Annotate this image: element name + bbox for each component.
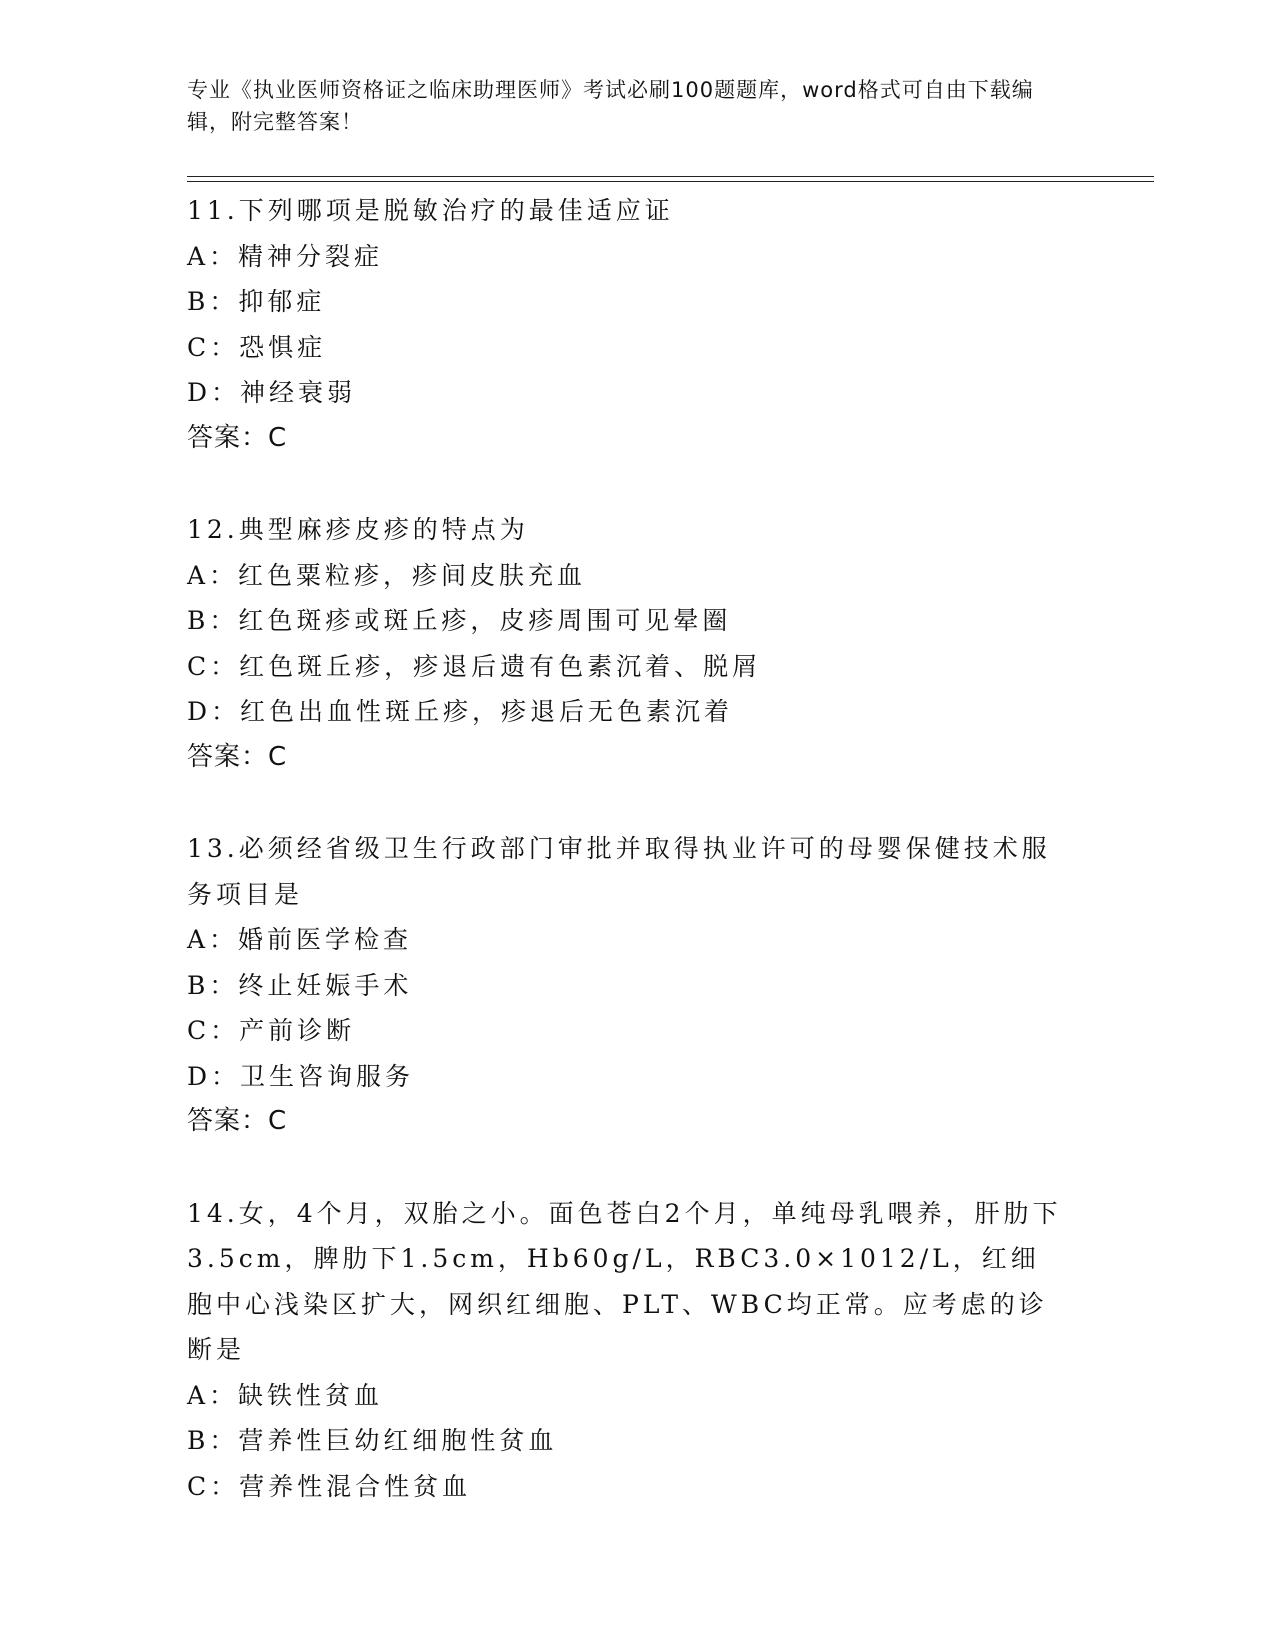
- question-stem: 14.女，4个月，双胎之小。面色苍白2个月，单纯母乳喂养，肝肋下3.5cm，脾肋下1.5cm，Hb60g/L，RBC3.0×1012/L，红细胞中心浅染区扩大，网织红细胞、PLT、WBC均正常。应考虑的诊断是: [187, 1198, 1062, 1364]
- option-c: C：红色斑丘疹，疹退后遗有色素沉着、脱屑: [187, 651, 762, 681]
- question-list: [187, 188, 1087, 1509]
- option-a: A：婚前医学检查: [187, 925, 413, 954]
- answer: 答案：C: [187, 422, 288, 453]
- header-divider: [187, 176, 1154, 182]
- question-stem: 11.下列哪项是脱敏治疗的最佳适应证: [187, 196, 674, 225]
- question-13: [187, 826, 1087, 1145]
- option-a: A：红色粟粒疹，疹间皮肤充血: [187, 560, 587, 590]
- option-b: B：营养性巨幼红细胞性贫血: [187, 1426, 558, 1455]
- option-b: B：红色斑疹或斑丘疹，皮疹周围可见晕圈: [187, 606, 732, 635]
- option-d: D：卫生咨询服务: [187, 1061, 415, 1091]
- option-a: A：缺铁性贫血: [187, 1380, 384, 1410]
- option-a: A：精神分裂症: [187, 241, 384, 271]
- answer: 答案：C: [187, 741, 288, 772]
- option-b: B：终止妊娠手术: [187, 970, 413, 1000]
- option-c: C：产前诊断: [187, 1016, 356, 1045]
- answer: 答案：C: [187, 1106, 288, 1136]
- question-stem: 13.必须经省级卫生行政部门审批并取得执业许可的母婴保健技术服务项目是: [187, 834, 1051, 909]
- option-c: C：营养性混合性贫血: [187, 1471, 472, 1501]
- question-11: [187, 188, 1087, 461]
- document-header: 专业《执业医师资格证之临床助理医师》考试必刷100题题库，word格式可自由下载编辑，附完整答案！: [187, 78, 1034, 134]
- question-12: [187, 507, 1087, 780]
- question-stem: 12.典型麻疹皮疹的特点为: [187, 515, 529, 544]
- option-d: D：红色出血性斑丘疹，疹退后无色素沉着: [187, 697, 734, 726]
- option-c: C：恐惧症: [187, 332, 327, 362]
- option-d: D：神经衰弱: [187, 378, 357, 407]
- option-b: B：抑郁症: [187, 287, 326, 316]
- question-14: [187, 1191, 1087, 1510]
